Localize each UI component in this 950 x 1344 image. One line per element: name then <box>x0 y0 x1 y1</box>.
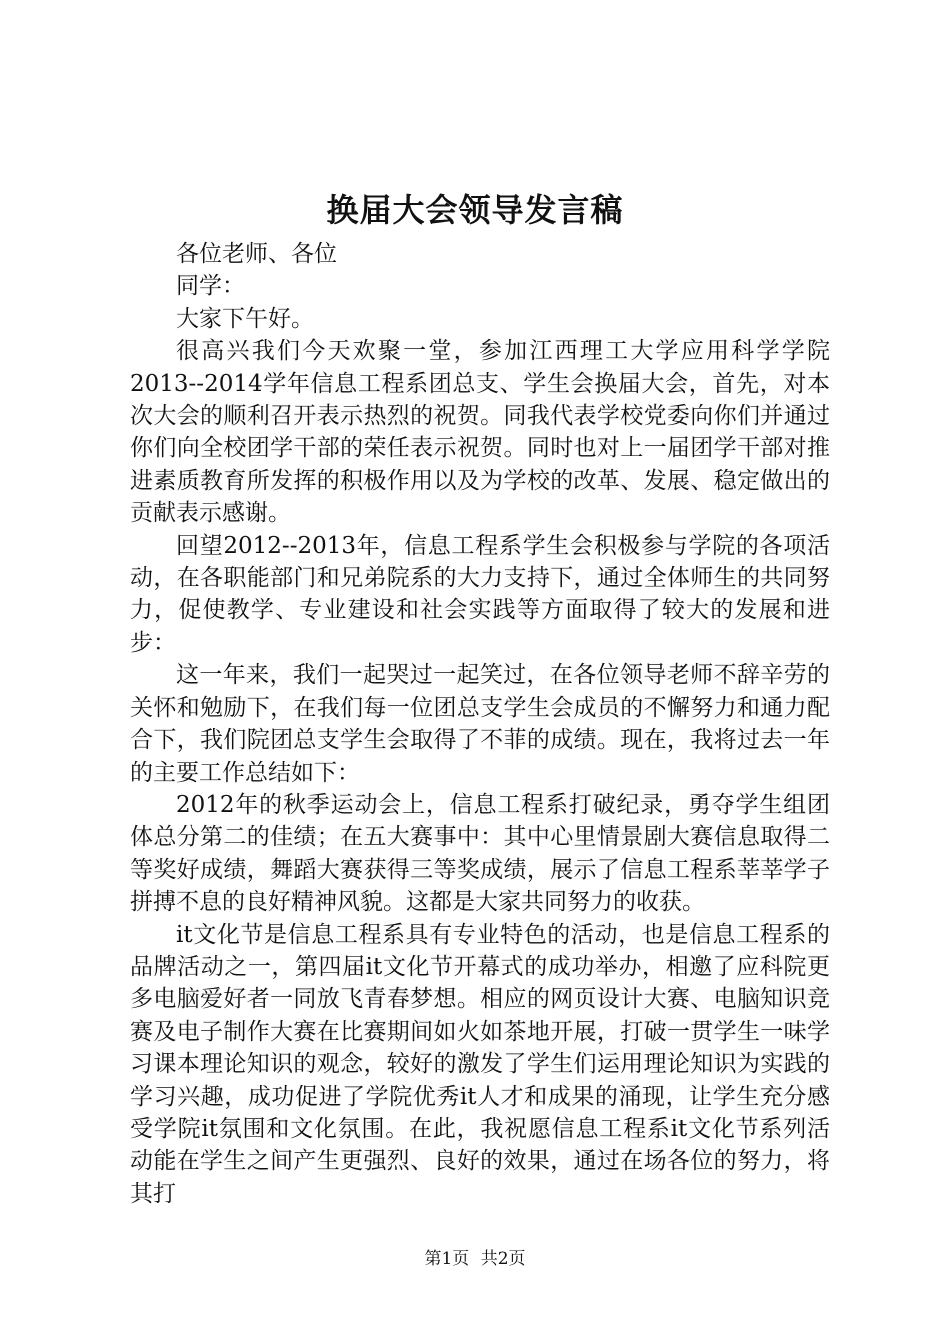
paragraph-year-summary: 这一年来，我们一起哭过一起笑过，在各位领导老师不辞辛劳的关怀和勉励下，在我们每一位团总支学生会成员的不懈努力和通力配合下，我们院团总支学生会取得了不菲的成绩。现在，我将过去一年的主要工作总结如下： <box>130 662 830 786</box>
greeting-line: 大家下午好。 <box>176 305 314 332</box>
document-body <box>130 238 830 1210</box>
paragraph-sports-meet: 2012年的秋季运动会上，信息工程系打破纪录，勇夺学生组团体总分第二的佳绩；在五大赛事中：其中心里情景剧大赛信息取得二等奖好成绩，舞蹈大赛获得三等奖成绩，展示了信息工程系莘莘学子拼搏不息的良好精神风貌。这都是大家共同努力的收获。 <box>130 791 830 916</box>
paragraph-review: 回望2012--2013年，信息工程系学生会积极参与学院的各项活动，在各职能部门和兄弟院系的大力支持下，通过全体师生的共同努力，促使教学、专业建设和社会实践等方面取得了较大的发展和进步： <box>130 532 830 656</box>
salutation-line-2: 同学： <box>176 273 245 300</box>
paragraph-it-festival: it文化节是信息工程系具有专业特色的活动，也是信息工程系的品牌活动之一，第四届it文化节开幕式的成功举办，相邀了应科院更多电脑爱好者一同放飞青春梦想。相应的网页设计大赛、电脑知识竞赛及电子制作大赛在比赛期间如火如茶地开展，打破一贯学生一味学习课本理论知识的观念，较好的激发了学生们运用理论知识为实践的学习兴趣，成功促进了学院优秀it人才和成果的涌现，让学生充分感受学院it氛围和文化氛围。在此，我祝愿信息工程系it文化节系列活动能在学生之间产生更强烈、良好的效果，通过在场各位的努力，将其打 <box>130 921 830 1207</box>
salutation-line-1: 各位老师、各位 <box>176 241 337 267</box>
document-title: 换届大会领导发言稿 <box>326 191 624 229</box>
page-footer <box>0 1247 950 1271</box>
page-number: 第1页 <box>424 1249 470 1269</box>
page-total: 共2页 <box>480 1249 526 1269</box>
paragraph-opening: 很高兴我们今天欢聚一堂，参加江西理工大学应用科学学院2013--2014学年信息工程系团总支、学生会换届大会，首先，对本次大会的顺利召开表示热烈的祝贺。同我代表学校党委向你们并通过你们向全校团学干部的荣任表示祝贺。同时也对上一届团学干部对推进素质教育所发挥的积极作用以及为学校的改革、发展、稳定做出的贡献表示感谢。 <box>130 338 830 527</box>
